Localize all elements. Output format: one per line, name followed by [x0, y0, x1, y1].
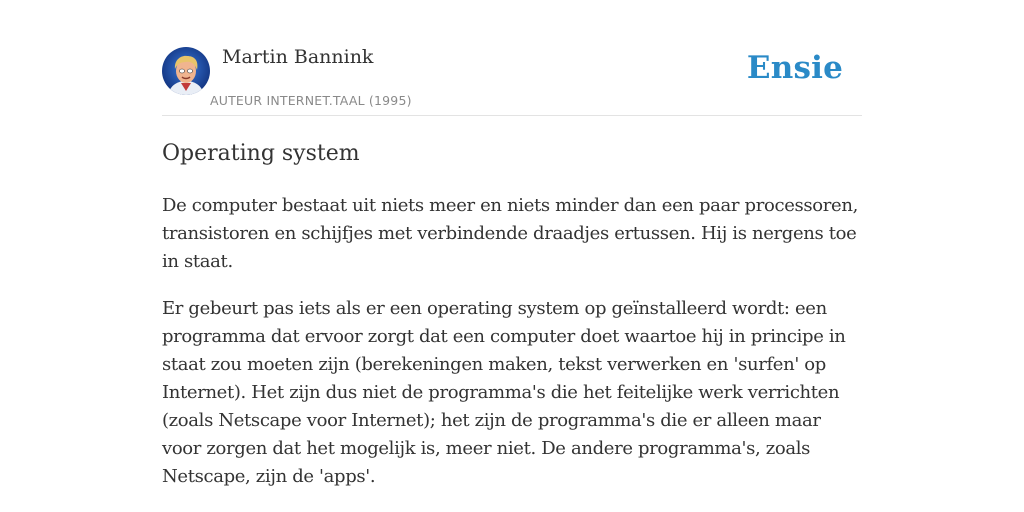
author-photo [162, 47, 210, 95]
ensie-logo[interactable]: Ensie [746, 50, 843, 86]
author-role: AUTEUR INTERNET.TAAL (1995) [210, 93, 412, 108]
definition-body [162, 192, 862, 510]
author-name[interactable]: Martin Bannink [222, 46, 374, 68]
card-header [162, 0, 862, 116]
definition-paragraph: De computer bestaat uit niets meer en niets minder dan een paar processoren, transistoren en schijfjes met verbindende draadjes ertussen. Hij is nergens toe in staat. [162, 195, 858, 272]
definition-card [162, 0, 862, 487]
definition-paragraph: Er gebeurt pas iets als er een operating system op geïnstalleerd wordt: een programma dat ervoor zorgt dat een computer doet waartoe hij in principe in staat zou moeten zijn (berekeningen maken, tekst verwerken en 'surfen' op Internet). Het zijn dus niet de programma's die het feitelijke werk verrichten (zoals Netscape voor Internet); het zijn de programma's die er alleen maar voor zorgen dat het mogelijk is, meer niet. De andere programma's, zoals Netscape, zijn de 'apps'. [162, 298, 846, 487]
definition-title: Operating system [162, 141, 360, 166]
author-avatar[interactable] [162, 47, 210, 95]
